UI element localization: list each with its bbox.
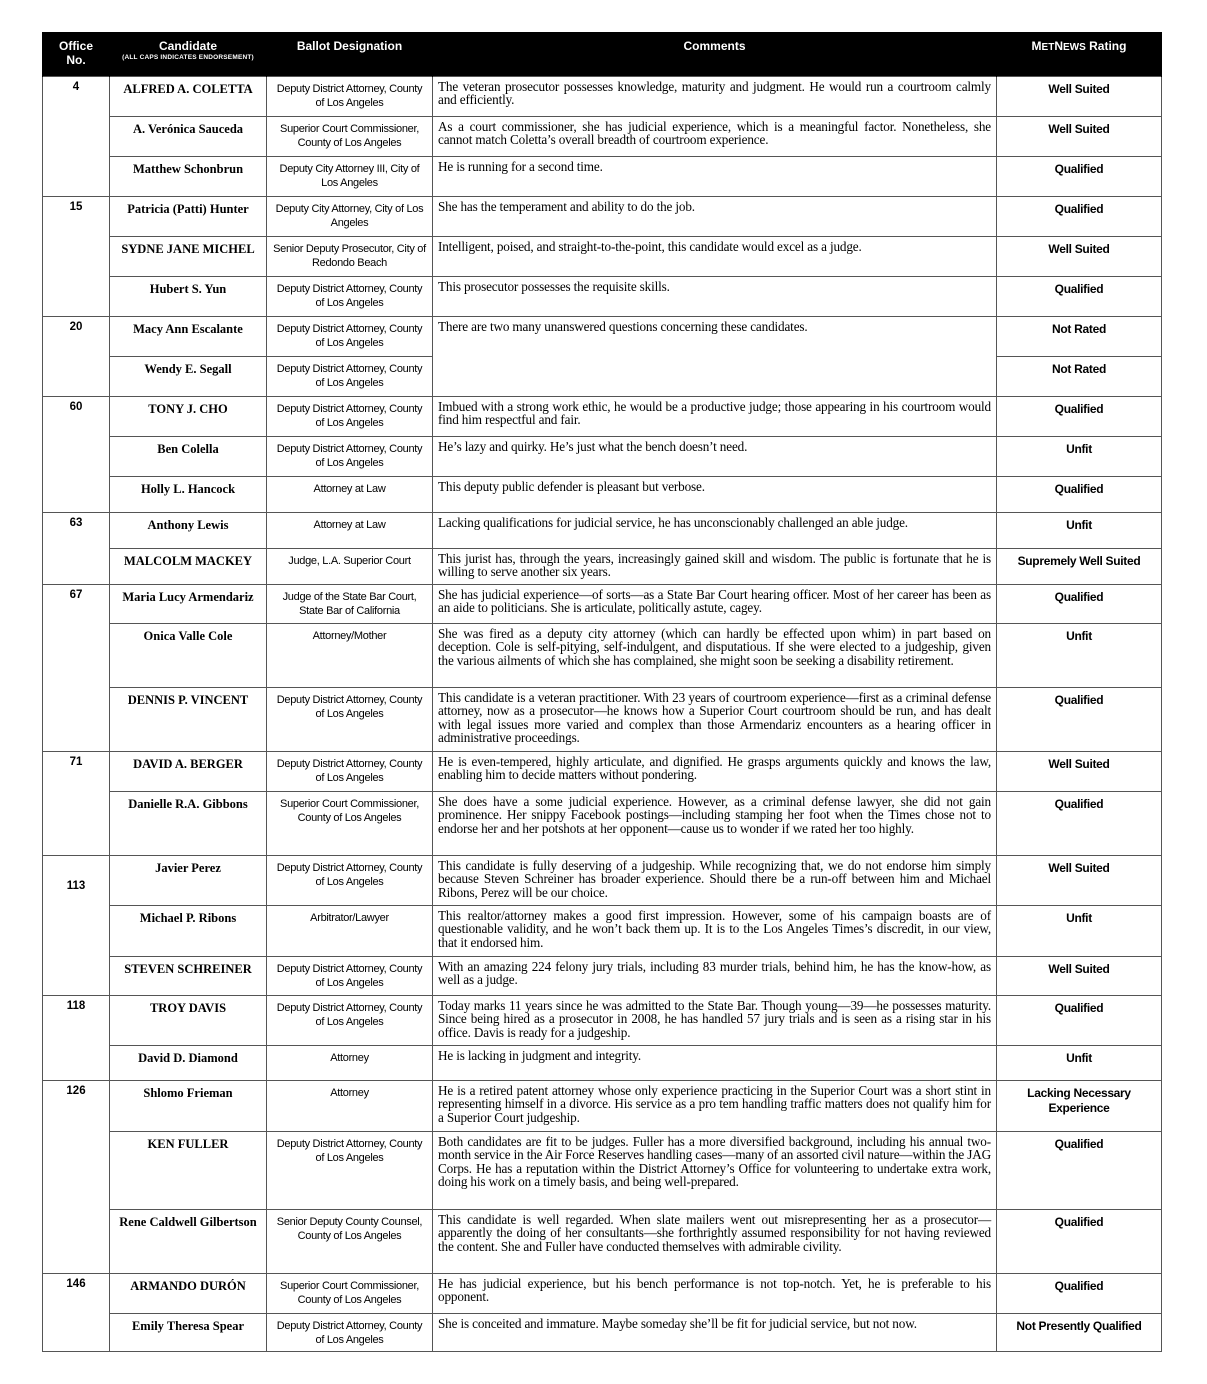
comment: Both candidates are fit to be judges. Fuller has a more diversified background, including his annual two-month service in the Air Force Reserves handling cases—many of an assorted civil nature—within the JAG Corps. He has a reputation within the District Attorney’s Office for volunteering to undertake extra work, doing his work on a timely basis, and being well-prepared.	[433, 1131, 997, 1209]
header-rating-suffix: Rating	[1089, 39, 1127, 53]
comment: This candidate is well regarded. When slate mailers went out misrepresenting her as a prosecutor—apparently the doing of her consultants—she forthrightly assumed responsibility for not having reviewed the content. She and Fuller have conducted themselves with admirable civility.	[433, 1209, 997, 1273]
comment: Today marks 11 years since he was admitted to the State Bar. Though young—39—he possesses maturity. Since being hired as a prosecutor in 2008, he has handled 57 jury trials and is seen as a rising star in his office. Davis is ready for a judgeship.	[433, 995, 997, 1045]
comment: He has judicial experience, but his bench performance is not top-notch. Yet, he is preferable to his opponent.	[433, 1273, 997, 1313]
candidate-name: Shlomo Frieman	[110, 1080, 267, 1131]
rating: Qualified	[997, 791, 1162, 855]
ballot-designation: Arbitrator/Lawyer	[267, 905, 433, 956]
candidate-name: Maria Lucy Armendariz	[110, 584, 267, 623]
table-row	[43, 855, 1162, 905]
comment: This realtor/attorney makes a good first impression. However, some of his campaign boasts are of questionable validity, and he won’t back them up. It is to the Los Angeles Times’s discredit, in our view, that it endorsed him.	[433, 905, 997, 956]
comment: She does have a some judicial experience. However, as a criminal defense lawyer, she did not gain prominence. Her snippy Facebook postings—including stamping her foot when the Times chose not to endorse her and her potshots at her opponent—cause us to wonder if we rated her too highly.	[433, 791, 997, 855]
comment: She is conceited and immature. Maybe someday she’ll be fit for judicial service, but not now.	[433, 1313, 997, 1351]
ballot-designation: Deputy District Attorney, County of Los Angeles	[267, 1131, 433, 1209]
ballot-designation: Deputy District Attorney, County of Los Angeles	[267, 855, 433, 905]
rating: Qualified	[997, 1273, 1162, 1313]
ballot-designation: Attorney at Law	[267, 512, 433, 548]
ballot-designation: Judge, L.A. Superior Court	[267, 548, 433, 584]
candidate-name: Holly L. Hancock	[110, 476, 267, 512]
office-number: 146	[43, 1273, 110, 1351]
comment: He is even-tempered, highly articulate, and dignified. He grasps arguments quickly and knows the law, enabling him to decide matters without pondering.	[433, 751, 997, 791]
ballot-designation: Superior Court Commissioner, County of Los Angeles	[267, 116, 433, 156]
table-row	[43, 116, 1162, 156]
table-row	[43, 995, 1162, 1045]
comment: Imbued with a strong work ethic, he would be a productive judge; those appearing in his courtroom would find him respectful and fair.	[433, 396, 997, 436]
table-row	[43, 276, 1162, 316]
table-row	[43, 156, 1162, 196]
ballot-designation: Attorney	[267, 1045, 433, 1080]
table-row	[43, 316, 1162, 356]
table-row	[43, 1273, 1162, 1313]
rating: Unfit	[997, 623, 1162, 687]
header-candidate-note: (ALL CAPS INDICATES ENDORSEMENT)	[122, 54, 254, 61]
comment: He is a retired patent attorney whose only experience practicing in the Superior Court was a short stint in representing himself in a divorce. His service as a pro tem handling traffic matters does not qualify him for a Superior Court judgeship.	[433, 1080, 997, 1131]
comment: He is lacking in judgment and integrity.	[433, 1045, 997, 1080]
comment: She was fired as a deputy city attorney (which can hardly be effected upon whim) in part based on deception. Cole is self-pitying, self-indulgent, and disputatious. If she were elected to a judgeship, given the various ailments of which she has complained, she might soon be seeking a disability retirement.	[433, 623, 997, 687]
table-row	[43, 196, 1162, 236]
ballot-designation: Senior Deputy Prosecutor, City of Redondo Beach	[267, 236, 433, 276]
office-number: 113	[43, 855, 110, 995]
table-row	[43, 623, 1162, 687]
rating: Unfit	[997, 1045, 1162, 1080]
header-office	[43, 32, 110, 76]
office-number: 63	[43, 512, 110, 584]
table-row	[43, 791, 1162, 855]
comment: As a court commissioner, she has judicial experience, which is a meaningful factor. Nonetheless, she cannot match Coletta’s overall breadth of courtroom experience.	[433, 116, 997, 156]
ballot-designation: Senior Deputy County Counsel, County of Los Angeles	[267, 1209, 433, 1273]
ballot-designation: Deputy District Attorney, County of Los Angeles	[267, 1313, 433, 1351]
rating: Not Rated	[997, 316, 1162, 356]
rating: Not Presently Qualified	[997, 1313, 1162, 1351]
comment: She has judicial experience—of sorts—as a State Bar Court hearing officer. Most of her career has been as an aide to politicians. She is articulate, politically astute, cagey.	[433, 584, 997, 623]
table-row	[43, 236, 1162, 276]
rating: Qualified	[997, 156, 1162, 196]
rating: Well Suited	[997, 956, 1162, 995]
ballot-designation: Deputy District Attorney, County of Los Angeles	[267, 995, 433, 1045]
office-number: 4	[43, 76, 110, 196]
candidate-name: Javier Perez	[110, 855, 267, 905]
candidate-name: Ben Colella	[110, 436, 267, 476]
ballot-designation: Attorney/Mother	[267, 623, 433, 687]
rating: Qualified	[997, 1209, 1162, 1273]
rating: Well Suited	[997, 751, 1162, 791]
table-row	[43, 476, 1162, 512]
candidate-name: TONY J. CHO	[110, 396, 267, 436]
office-number: 71	[43, 751, 110, 855]
header-office-line1: Office	[58, 39, 93, 53]
table-row	[43, 1080, 1162, 1131]
table-row	[43, 396, 1162, 436]
table-row	[43, 687, 1162, 751]
ballot-designation: Superior Court Commissioner, County of Los Angeles	[267, 1273, 433, 1313]
candidate-name: DAVID A. BERGER	[110, 751, 267, 791]
candidate-name: Michael P. Ribons	[110, 905, 267, 956]
ballot-designation: Attorney at Law	[267, 476, 433, 512]
office-number: 126	[43, 1080, 110, 1273]
comment: He’s lazy and quirky. He’s just what the bench doesn’t need.	[433, 436, 997, 476]
comment: With an amazing 224 felony jury trials, including 83 murder trials, behind him, he has the know-how, as well as a judge.	[433, 956, 997, 995]
table-row	[43, 76, 1162, 116]
office-number: 118	[43, 995, 110, 1080]
header-ballot: Ballot Designation	[267, 32, 433, 76]
comment: Intelligent, poised, and straight-to-the-point, this candidate would excel as a judge.	[433, 236, 997, 276]
rating: Qualified	[997, 584, 1162, 623]
candidate-name: Macy Ann Escalante	[110, 316, 267, 356]
rating: Well Suited	[997, 76, 1162, 116]
comment: Lacking qualifications for judicial service, he has unconscionably challenged an able judge.	[433, 512, 997, 548]
table-row	[43, 1209, 1162, 1273]
ballot-designation: Deputy District Attorney, County of Los Angeles	[267, 956, 433, 995]
ballot-designation: Deputy District Attorney, County of Los Angeles	[267, 687, 433, 751]
ballot-designation: Deputy City Attorney III, City of Los Angeles	[267, 156, 433, 196]
ballot-designation: Deputy District Attorney, County of Los Angeles	[267, 276, 433, 316]
candidate-name: Danielle R.A. Gibbons	[110, 791, 267, 855]
ballot-designation: Deputy District Attorney, County of Los Angeles	[267, 356, 433, 396]
rating: Unfit	[997, 905, 1162, 956]
rating: Qualified	[997, 687, 1162, 751]
rating: Well Suited	[997, 236, 1162, 276]
rating: Unfit	[997, 436, 1162, 476]
rating: Qualified	[997, 1131, 1162, 1209]
comment: This deputy public defender is pleasant but verbose.	[433, 476, 997, 512]
candidate-name: STEVEN SCHREINER	[110, 956, 267, 995]
table-row	[43, 1313, 1162, 1351]
comment: This jurist has, through the years, increasingly gained skill and wisdom. The public is fortunate that he is willing to serve another six years.	[433, 548, 997, 584]
candidate-name: Matthew Schonbrun	[110, 156, 267, 196]
table-row	[43, 548, 1162, 584]
candidate-name: A. Verónica Sauceda	[110, 116, 267, 156]
ballot-designation: Deputy District Attorney, County of Los Angeles	[267, 76, 433, 116]
comment: There are two many unanswered questions concerning these candidates.	[433, 316, 997, 396]
candidate-name: Onica Valle Cole	[110, 623, 267, 687]
ratings-table	[42, 32, 1162, 1352]
rating-brand: METNEWS	[1031, 39, 1086, 53]
ballot-designation: Deputy District Attorney, County of Los Angeles	[267, 751, 433, 791]
comment: This candidate is a veteran practitioner. With 23 years of courtroom experience—first as a criminal defense attorney, now as a prosecutor—he knows how a Superior Court courtroom should be run, and has dealt with legal issues more varied and complex than those Armendariz encounters as a hearing officer in administrative proceedings.	[433, 687, 997, 751]
rating: Qualified	[997, 476, 1162, 512]
rating: Unfit	[997, 512, 1162, 548]
office-number: 67	[43, 584, 110, 751]
rating: Well Suited	[997, 116, 1162, 156]
candidate-name: David D. Diamond	[110, 1045, 267, 1080]
candidate-name: ALFRED A. COLETTA	[110, 76, 267, 116]
candidate-name: DENNIS P. VINCENT	[110, 687, 267, 751]
rating: Qualified	[997, 995, 1162, 1045]
office-number: 60	[43, 396, 110, 512]
header-comments: Comments	[433, 32, 997, 76]
ballot-designation: Deputy District Attorney, County of Los Angeles	[267, 316, 433, 356]
rating: Qualified	[997, 196, 1162, 236]
comment: The veteran prosecutor possesses knowledge, maturity and judgment. He would run a courtroom calmly and efficiently.	[433, 76, 997, 116]
rating: Lacking Necessary Experience	[997, 1080, 1162, 1131]
ballot-designation: Deputy City Attorney, City of Los Angeles	[267, 196, 433, 236]
table-row	[43, 436, 1162, 476]
ballot-designation: Deputy District Attorney, County of Los Angeles	[267, 436, 433, 476]
ballot-designation: Deputy District Attorney, County of Los Angeles	[267, 396, 433, 436]
candidate-name: Patricia (Patti) Hunter	[110, 196, 267, 236]
table-row	[43, 905, 1162, 956]
header-candidate	[110, 32, 267, 76]
candidate-name: Rene Caldwell Gilbertson	[110, 1209, 267, 1273]
header-office-line2: No.	[66, 53, 86, 67]
table-row	[43, 1131, 1162, 1209]
header-rating	[997, 32, 1162, 76]
comment: He is running for a second time.	[433, 156, 997, 196]
candidate-name: SYDNE JANE MICHEL	[110, 236, 267, 276]
office-number: 20	[43, 316, 110, 396]
comment: She has the temperament and ability to do the job.	[433, 196, 997, 236]
candidate-name: Wendy E. Segall	[110, 356, 267, 396]
table-row	[43, 584, 1162, 623]
rating: Not Rated	[997, 356, 1162, 396]
candidate-name: ARMANDO DURÓN	[110, 1273, 267, 1313]
ballot-designation: Superior Court Commissioner, County of Los Angeles	[267, 791, 433, 855]
office-number: 15	[43, 196, 110, 316]
candidate-name: Emily Theresa Spear	[110, 1313, 267, 1351]
rating: Well Suited	[997, 855, 1162, 905]
header-candidate-label: Candidate	[158, 39, 217, 53]
rating: Supremely Well Suited	[997, 548, 1162, 584]
ballot-designation: Judge of the State Bar Court, State Bar of California	[267, 584, 433, 623]
table-row	[43, 512, 1162, 548]
table-row	[43, 1045, 1162, 1080]
header-row	[43, 32, 1162, 76]
candidate-name: KEN FULLER	[110, 1131, 267, 1209]
comment: This prosecutor possesses the requisite skills.	[433, 276, 997, 316]
comment: This candidate is fully deserving of a judgeship. While recognizing that, we do not endorse him simply because Steven Schreiner has broader experience. Should there be a run-off between him and Michael Ribons, Perez will be our choice.	[433, 855, 997, 905]
ballot-designation: Attorney	[267, 1080, 433, 1131]
candidate-name: TROY DAVIS	[110, 995, 267, 1045]
table-row	[43, 956, 1162, 995]
rating: Qualified	[997, 396, 1162, 436]
table-row	[43, 751, 1162, 791]
candidate-name: Anthony Lewis	[110, 512, 267, 548]
candidate-name: Hubert S. Yun	[110, 276, 267, 316]
rating: Qualified	[997, 276, 1162, 316]
candidate-name: MALCOLM MACKEY	[110, 548, 267, 584]
